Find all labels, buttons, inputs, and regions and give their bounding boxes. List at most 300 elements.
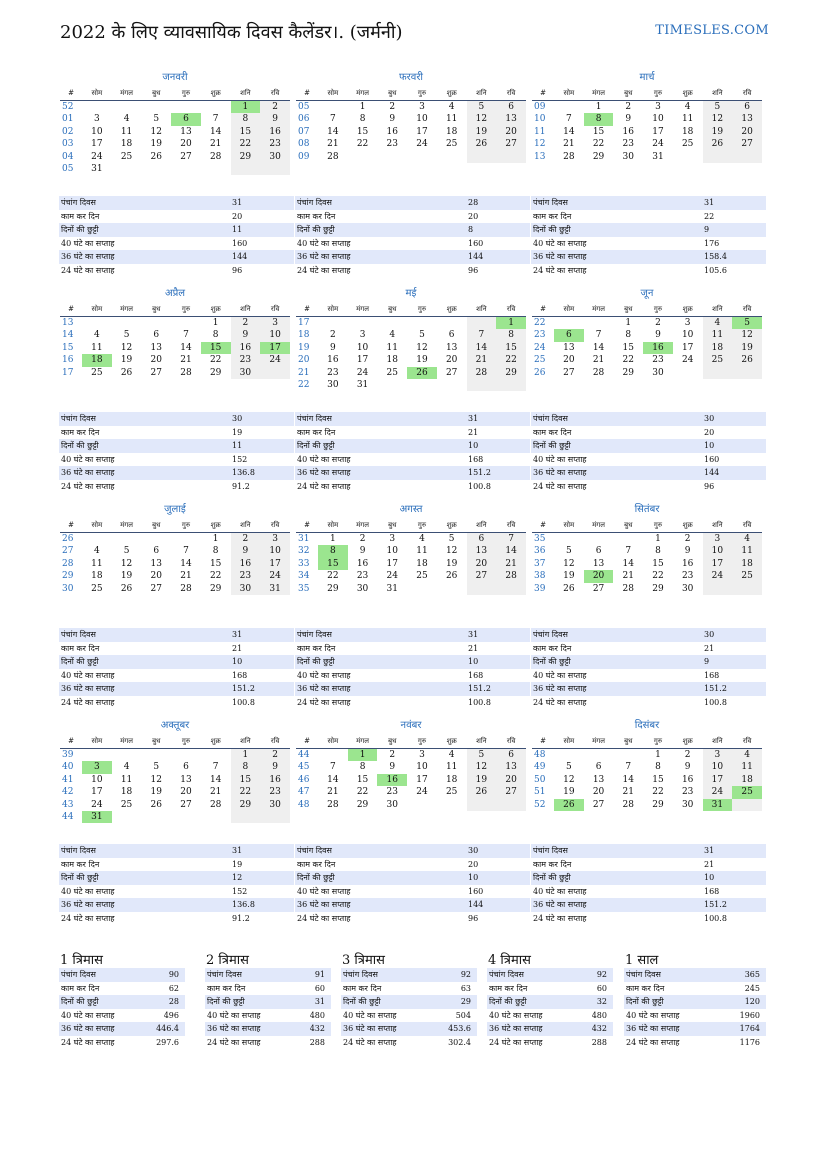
day-cell[interactable]: 28: [209, 799, 222, 810]
day-cell[interactable]: 18: [681, 126, 694, 137]
day-cell[interactable]: 28: [467, 367, 497, 379]
day-cell[interactable]: 2: [625, 102, 632, 112]
day-cell[interactable]: 25: [732, 786, 762, 798]
day-cell[interactable]: 5: [565, 762, 572, 773]
day-cell[interactable]: 28: [496, 570, 526, 582]
day-cell[interactable]: 3: [93, 114, 100, 125]
day-cell[interactable]: 9: [260, 761, 290, 773]
day-cell[interactable]: 7: [467, 329, 497, 341]
day-cell[interactable]: 30: [622, 151, 634, 162]
day-cell[interactable]: 9: [684, 762, 691, 773]
day-cell[interactable]: 3: [419, 750, 425, 760]
day-cell[interactable]: 8: [231, 113, 261, 125]
day-cell[interactable]: 16: [643, 342, 673, 354]
day-cell[interactable]: 15: [592, 126, 605, 137]
day-cell[interactable]: 23: [327, 367, 339, 378]
day-cell[interactable]: 4: [93, 330, 100, 341]
day-cell[interactable]: 15: [209, 558, 222, 569]
day-cell[interactable]: 21: [209, 139, 222, 150]
day-cell[interactable]: 29: [209, 583, 222, 594]
day-cell[interactable]: 11: [91, 558, 103, 569]
day-cell[interactable]: 29: [652, 583, 664, 594]
day-cell[interactable]: 31: [356, 380, 369, 391]
day-cell[interactable]: 9: [329, 342, 336, 353]
day-cell[interactable]: 7: [329, 114, 336, 125]
day-cell[interactable]: 12: [467, 761, 497, 773]
day-cell[interactable]: 26: [150, 151, 162, 162]
day-cell[interactable]: 21: [180, 355, 192, 366]
day-cell[interactable]: 10: [386, 546, 398, 557]
day-cell[interactable]: 27: [445, 367, 458, 378]
day-cell[interactable]: 15: [231, 774, 261, 786]
day-cell[interactable]: 22: [652, 787, 664, 798]
day-cell[interactable]: 27: [563, 367, 575, 378]
day-cell[interactable]: 28: [180, 367, 192, 378]
day-cell[interactable]: 23: [386, 787, 398, 798]
day-cell[interactable]: 10: [703, 761, 733, 773]
day-cell[interactable]: 28: [327, 799, 339, 810]
day-cell[interactable]: 12: [120, 342, 133, 353]
day-cell[interactable]: 10: [416, 114, 428, 125]
day-cell[interactable]: 9: [389, 762, 396, 773]
day-cell[interactable]: 17: [703, 774, 733, 786]
day-cell[interactable]: 2: [231, 317, 261, 330]
day-cell[interactable]: 7: [595, 330, 602, 341]
day-cell[interactable]: 11: [732, 761, 762, 773]
day-cell[interactable]: 9: [655, 330, 661, 341]
day-cell[interactable]: 30: [260, 799, 290, 811]
day-cell[interactable]: 4: [732, 533, 762, 546]
day-cell[interactable]: 11: [445, 114, 458, 125]
day-cell[interactable]: 18: [445, 774, 458, 785]
day-cell[interactable]: 2: [260, 749, 290, 762]
day-cell[interactable]: 15: [652, 558, 664, 569]
day-cell[interactable]: 5: [419, 330, 425, 341]
day-cell[interactable]: 11: [416, 546, 428, 557]
day-cell[interactable]: 25: [416, 571, 428, 582]
day-cell[interactable]: 26: [150, 799, 162, 810]
day-cell[interactable]: 27: [150, 367, 162, 378]
day-cell[interactable]: 17: [703, 558, 733, 570]
day-cell[interactable]: 16: [622, 126, 634, 137]
day-cell[interactable]: 6: [448, 330, 455, 341]
day-cell[interactable]: 26: [467, 138, 497, 150]
day-cell[interactable]: 17: [652, 126, 664, 137]
day-cell[interactable]: 31: [386, 583, 398, 594]
day-cell[interactable]: 1: [625, 318, 632, 328]
day-cell[interactable]: 20: [150, 355, 162, 366]
day-cell[interactable]: 25: [120, 151, 133, 162]
day-cell[interactable]: 11: [91, 342, 103, 353]
day-cell[interactable]: 5: [467, 749, 497, 762]
day-cell[interactable]: 31: [703, 799, 733, 811]
day-cell[interactable]: 24: [386, 571, 398, 582]
day-cell[interactable]: 20: [563, 355, 575, 366]
day-cell[interactable]: 16: [231, 342, 261, 354]
day-cell[interactable]: 13: [592, 774, 605, 785]
day-cell[interactable]: 5: [732, 317, 762, 330]
day-cell[interactable]: 6: [595, 546, 602, 557]
day-cell[interactable]: 17: [91, 139, 103, 150]
day-cell[interactable]: 11: [120, 126, 133, 137]
day-cell[interactable]: 23: [652, 355, 664, 366]
day-cell[interactable]: 1: [329, 534, 336, 544]
day-cell[interactable]: 1: [655, 534, 661, 544]
day-cell[interactable]: 6: [153, 546, 160, 557]
day-cell[interactable]: 19: [120, 571, 133, 582]
day-cell[interactable]: 26: [554, 799, 584, 811]
day-cell[interactable]: 6: [595, 762, 602, 773]
day-cell[interactable]: 28: [327, 151, 339, 162]
day-cell[interactable]: 18: [732, 774, 762, 786]
day-cell[interactable]: 21: [327, 787, 339, 798]
day-cell[interactable]: 20: [467, 558, 497, 570]
day-cell[interactable]: 5: [153, 114, 160, 125]
day-cell[interactable]: 13: [180, 126, 192, 137]
day-cell[interactable]: 10: [91, 126, 103, 137]
day-cell[interactable]: 19: [732, 342, 762, 354]
day-cell[interactable]: 3: [703, 533, 733, 546]
day-cell[interactable]: 22: [356, 139, 369, 150]
day-cell[interactable]: 30: [652, 367, 664, 378]
day-cell[interactable]: 24: [681, 355, 694, 366]
day-cell[interactable]: 22: [209, 355, 222, 366]
day-cell[interactable]: 17: [416, 126, 428, 137]
day-cell[interactable]: 14: [622, 558, 634, 569]
day-cell[interactable]: 17: [416, 774, 428, 785]
day-cell[interactable]: 19: [467, 126, 497, 138]
day-cell[interactable]: 8: [231, 761, 261, 773]
day-cell[interactable]: 4: [684, 102, 691, 112]
day-cell[interactable]: 14: [209, 126, 222, 137]
day-cell[interactable]: 10: [416, 762, 428, 773]
day-cell[interactable]: 13: [180, 774, 192, 785]
day-cell[interactable]: 24: [652, 139, 664, 150]
day-cell[interactable]: 12: [445, 546, 458, 557]
day-cell[interactable]: 20: [180, 787, 192, 798]
day-cell[interactable]: 10: [681, 330, 694, 341]
day-cell[interactable]: 2: [260, 101, 290, 114]
day-cell[interactable]: 19: [120, 355, 133, 366]
day-cell[interactable]: 7: [212, 114, 219, 125]
day-cell[interactable]: 3: [389, 534, 396, 544]
day-cell[interactable]: 1: [231, 749, 261, 762]
day-cell[interactable]: 18: [703, 342, 733, 354]
day-cell[interactable]: 2: [389, 102, 396, 112]
day-cell[interactable]: 18: [732, 558, 762, 570]
day-cell[interactable]: 27: [732, 138, 762, 150]
day-cell[interactable]: 7: [565, 114, 572, 125]
day-cell[interactable]: 24: [260, 354, 290, 366]
day-cell[interactable]: 30: [386, 799, 398, 810]
day-cell[interactable]: 17: [386, 558, 398, 569]
day-cell[interactable]: 11: [445, 762, 458, 773]
day-cell[interactable]: 10: [703, 545, 733, 557]
day-cell[interactable]: 30: [681, 583, 694, 594]
day-cell[interactable]: 20: [180, 139, 192, 150]
day-cell[interactable]: 30: [356, 583, 369, 594]
day-cell[interactable]: 20: [592, 787, 605, 798]
day-cell[interactable]: 11: [681, 114, 694, 125]
day-cell[interactable]: 29: [356, 799, 369, 810]
day-cell[interactable]: 8: [496, 329, 526, 341]
day-cell[interactable]: 9: [625, 114, 632, 125]
day-cell[interactable]: 21: [592, 355, 605, 366]
day-cell[interactable]: 25: [703, 354, 733, 366]
day-cell[interactable]: 16: [386, 126, 398, 137]
day-cell[interactable]: 15: [318, 558, 348, 570]
day-cell[interactable]: 14: [180, 342, 192, 353]
day-cell[interactable]: 18: [82, 354, 112, 366]
day-cell[interactable]: 2: [359, 534, 366, 544]
day-cell[interactable]: 26: [120, 367, 133, 378]
day-cell[interactable]: 29: [496, 367, 526, 379]
day-cell[interactable]: 15: [652, 774, 664, 785]
day-cell[interactable]: 26: [407, 367, 437, 379]
day-cell[interactable]: 5: [565, 546, 572, 557]
day-cell[interactable]: 12: [150, 126, 162, 137]
day-cell[interactable]: 28: [563, 151, 575, 162]
day-cell[interactable]: 22: [496, 354, 526, 366]
day-cell[interactable]: 12: [416, 342, 428, 353]
day-cell[interactable]: 6: [496, 101, 526, 114]
day-cell[interactable]: 26: [445, 571, 458, 582]
day-cell[interactable]: 23: [260, 138, 290, 150]
day-cell[interactable]: 15: [231, 126, 261, 138]
day-cell[interactable]: 3: [419, 102, 425, 112]
day-cell[interactable]: 4: [93, 546, 100, 557]
day-cell[interactable]: 13: [445, 342, 458, 353]
day-cell[interactable]: 21: [467, 354, 497, 366]
day-cell[interactable]: 30: [327, 380, 339, 391]
day-cell[interactable]: 27: [180, 151, 192, 162]
day-cell[interactable]: 2: [684, 534, 691, 544]
day-cell[interactable]: 17: [260, 558, 290, 570]
day-cell[interactable]: 22: [622, 355, 634, 366]
day-cell[interactable]: 26: [467, 786, 497, 798]
day-cell[interactable]: 8: [655, 546, 661, 557]
day-cell[interactable]: 6: [467, 533, 497, 546]
day-cell[interactable]: 28: [592, 367, 605, 378]
day-cell[interactable]: 20: [496, 126, 526, 138]
day-cell[interactable]: 11: [120, 774, 133, 785]
day-cell[interactable]: 29: [327, 583, 339, 594]
day-cell[interactable]: 5: [123, 546, 130, 557]
day-cell[interactable]: 1: [496, 317, 526, 330]
day-cell[interactable]: 4: [123, 762, 130, 773]
day-cell[interactable]: 1: [655, 750, 661, 760]
day-cell[interactable]: 15: [201, 342, 231, 354]
day-cell[interactable]: 14: [180, 558, 192, 569]
day-cell[interactable]: 13: [496, 761, 526, 773]
day-cell[interactable]: 19: [150, 787, 162, 798]
day-cell[interactable]: 19: [563, 571, 575, 582]
day-cell[interactable]: 26: [732, 354, 762, 366]
day-cell[interactable]: 30: [681, 799, 694, 810]
day-cell[interactable]: 3: [359, 330, 366, 341]
day-cell[interactable]: 8: [625, 330, 632, 341]
day-cell[interactable]: 24: [260, 570, 290, 582]
day-cell[interactable]: 19: [416, 355, 428, 366]
day-cell[interactable]: 25: [445, 139, 458, 150]
day-cell[interactable]: 12: [563, 774, 575, 785]
day-cell[interactable]: 21: [209, 787, 222, 798]
day-cell[interactable]: 24: [416, 787, 428, 798]
day-cell[interactable]: 22: [327, 571, 339, 582]
day-cell[interactable]: 18: [386, 355, 398, 366]
day-cell[interactable]: 21: [496, 558, 526, 570]
day-cell[interactable]: 28: [209, 151, 222, 162]
day-cell[interactable]: 15: [622, 342, 634, 353]
day-cell[interactable]: 16: [260, 774, 290, 786]
day-cell[interactable]: 25: [732, 570, 762, 582]
day-cell[interactable]: 15: [356, 774, 369, 785]
site-logo[interactable]: TIMESLES.COM: [655, 23, 769, 38]
day-cell[interactable]: 31: [260, 583, 290, 595]
day-cell[interactable]: 14: [327, 126, 339, 137]
day-cell[interactable]: 22: [356, 787, 369, 798]
day-cell[interactable]: 9: [684, 546, 691, 557]
day-cell[interactable]: 1: [595, 102, 602, 112]
day-cell[interactable]: 18: [120, 787, 133, 798]
day-cell[interactable]: 26: [703, 138, 733, 150]
day-cell[interactable]: 6: [496, 749, 526, 762]
day-cell[interactable]: 21: [180, 571, 192, 582]
day-cell[interactable]: 12: [732, 329, 762, 341]
day-cell[interactable]: 9: [231, 329, 261, 341]
day-cell[interactable]: 23: [622, 139, 634, 150]
day-cell[interactable]: 18: [416, 558, 428, 569]
day-cell[interactable]: 7: [183, 330, 189, 341]
day-cell[interactable]: 22: [231, 786, 261, 798]
day-cell[interactable]: 28: [622, 583, 634, 594]
day-cell[interactable]: 4: [703, 317, 733, 330]
day-cell[interactable]: 8: [359, 762, 366, 773]
day-cell[interactable]: 14: [327, 774, 339, 785]
day-cell[interactable]: 8: [212, 330, 219, 341]
day-cell[interactable]: 25: [120, 799, 133, 810]
day-cell[interactable]: 3: [82, 761, 112, 773]
day-cell[interactable]: 2: [329, 330, 336, 341]
day-cell[interactable]: 14: [467, 342, 497, 354]
day-cell[interactable]: 7: [212, 762, 219, 773]
day-cell[interactable]: 24: [356, 367, 369, 378]
day-cell[interactable]: 6: [732, 101, 762, 114]
day-cell[interactable]: 1: [212, 534, 219, 544]
day-cell[interactable]: 17: [91, 787, 103, 798]
day-cell[interactable]: 12: [703, 113, 733, 125]
day-cell[interactable]: 16: [231, 558, 261, 570]
day-cell[interactable]: 29: [592, 151, 605, 162]
day-cell[interactable]: 14: [592, 342, 605, 353]
day-cell[interactable]: 20: [150, 571, 162, 582]
day-cell[interactable]: 16: [681, 558, 694, 569]
day-cell[interactable]: 3: [655, 102, 661, 112]
day-cell[interactable]: 22: [231, 138, 261, 150]
day-cell[interactable]: 19: [467, 774, 497, 786]
day-cell[interactable]: 31: [91, 164, 103, 175]
day-cell[interactable]: 31: [652, 151, 664, 162]
day-cell[interactable]: 13: [467, 545, 497, 557]
day-cell[interactable]: 6: [171, 113, 201, 125]
day-cell[interactable]: 13: [732, 113, 762, 125]
day-cell[interactable]: 31: [82, 811, 112, 823]
day-cell[interactable]: 9: [231, 545, 261, 557]
day-cell[interactable]: 17: [356, 355, 369, 366]
day-cell[interactable]: 27: [180, 799, 192, 810]
day-cell[interactable]: 11: [732, 545, 762, 557]
day-cell[interactable]: 9: [359, 546, 366, 557]
day-cell[interactable]: 9: [389, 114, 396, 125]
day-cell[interactable]: 19: [150, 139, 162, 150]
day-cell[interactable]: 11: [386, 342, 398, 353]
day-cell[interactable]: 25: [91, 367, 103, 378]
day-cell[interactable]: 23: [231, 354, 261, 366]
day-cell[interactable]: 19: [703, 126, 733, 138]
day-cell[interactable]: 7: [625, 762, 632, 773]
day-cell[interactable]: 26: [120, 583, 133, 594]
day-cell[interactable]: 24: [91, 799, 103, 810]
day-cell[interactable]: 14: [209, 774, 222, 785]
day-cell[interactable]: 24: [416, 139, 428, 150]
day-cell[interactable]: 8: [655, 762, 661, 773]
day-cell[interactable]: 16: [356, 558, 369, 569]
day-cell[interactable]: 5: [448, 534, 455, 544]
day-cell[interactable]: 2: [231, 533, 261, 546]
day-cell[interactable]: 4: [448, 750, 455, 760]
day-cell[interactable]: 8: [584, 113, 614, 125]
day-cell[interactable]: 23: [681, 787, 694, 798]
day-cell[interactable]: 21: [622, 571, 634, 582]
day-cell[interactable]: 25: [386, 367, 398, 378]
day-cell[interactable]: 23: [681, 571, 694, 582]
day-cell[interactable]: 22: [592, 139, 605, 150]
day-cell[interactable]: 12: [150, 774, 162, 785]
day-cell[interactable]: 7: [625, 546, 632, 557]
day-cell[interactable]: 17: [681, 342, 694, 353]
day-cell[interactable]: 29: [209, 367, 222, 378]
day-cell[interactable]: 7: [329, 762, 336, 773]
day-cell[interactable]: 4: [419, 534, 425, 544]
day-cell[interactable]: 23: [356, 571, 369, 582]
day-cell[interactable]: 20: [496, 774, 526, 786]
day-cell[interactable]: 9: [260, 113, 290, 125]
day-cell[interactable]: 7: [496, 533, 526, 546]
day-cell[interactable]: 14: [496, 545, 526, 557]
day-cell[interactable]: 6: [153, 330, 160, 341]
day-cell[interactable]: 13: [496, 113, 526, 125]
day-cell[interactable]: 6: [554, 329, 584, 341]
day-cell[interactable]: 30: [260, 151, 290, 163]
day-cell[interactable]: 23: [231, 570, 261, 582]
day-cell[interactable]: 19: [445, 558, 458, 569]
day-cell[interactable]: 26: [563, 583, 575, 594]
day-cell[interactable]: 3: [260, 317, 290, 330]
day-cell[interactable]: 1: [231, 101, 261, 114]
day-cell[interactable]: 24: [91, 151, 103, 162]
day-cell[interactable]: 6: [183, 762, 189, 773]
day-cell[interactable]: 5: [467, 101, 497, 114]
day-cell[interactable]: 1: [348, 749, 378, 762]
day-cell[interactable]: 10: [356, 342, 369, 353]
day-cell[interactable]: 8: [359, 114, 366, 125]
day-cell[interactable]: 10: [91, 774, 103, 785]
day-cell[interactable]: 27: [592, 583, 605, 594]
day-cell[interactable]: 25: [445, 787, 458, 798]
day-cell[interactable]: 2: [655, 318, 661, 328]
day-cell[interactable]: 27: [496, 138, 526, 150]
day-cell[interactable]: 3: [684, 318, 691, 328]
